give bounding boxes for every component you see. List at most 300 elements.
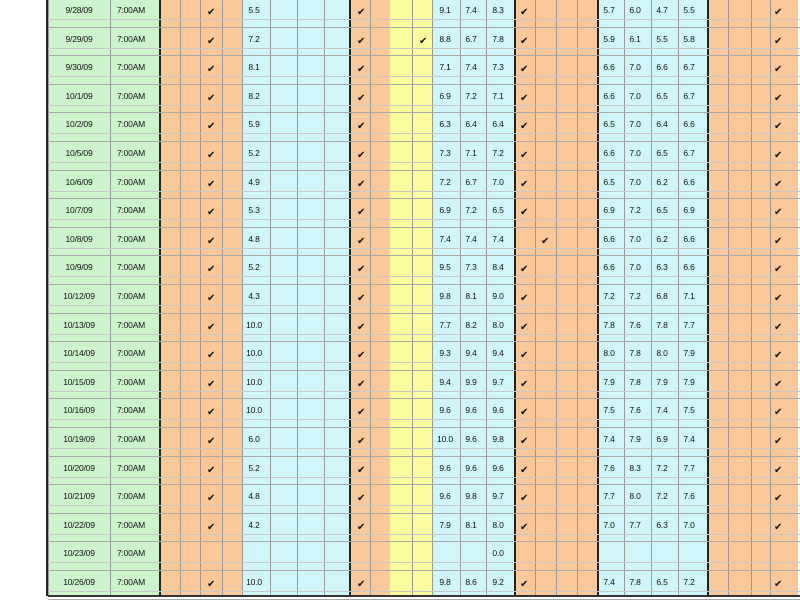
value-cell[interactable]: 7.2: [656, 491, 668, 502]
value-cell[interactable]: 6.6: [603, 262, 615, 273]
value-cell[interactable]: 6.3: [656, 519, 668, 530]
checkmark-icon[interactable]: ✔: [520, 493, 529, 505]
value-cell[interactable]: 7.1: [465, 148, 477, 158]
checkmark-icon[interactable]: ✔: [207, 350, 216, 362]
checkmark-icon[interactable]: ✔: [357, 7, 366, 18]
row-subline: [48, 591, 800, 592]
time-cell[interactable]: 7:00AM: [116, 5, 146, 15]
checkmark-icon[interactable]: ✔: [207, 178, 216, 190]
value-cell[interactable]: 8.3: [492, 5, 504, 15]
value-cell[interactable]: 5.7: [603, 5, 615, 15]
checkmark-icon[interactable]: ✔: [520, 293, 529, 304]
checkmark-icon[interactable]: ✔: [207, 436, 216, 447]
value-cell[interactable]: 8.3: [629, 462, 641, 473]
value-cell[interactable]: 6.3: [439, 119, 451, 130]
value-cell[interactable]: 7.2: [439, 176, 451, 187]
time-cell[interactable]: 7:00AM: [116, 291, 146, 301]
date-cell[interactable]: 10/7/09: [65, 205, 93, 216]
checkmark-icon[interactable]: ✔: [520, 521, 529, 533]
value-cell[interactable]: 5.3: [248, 205, 260, 216]
value-cell[interactable]: 5.2: [248, 148, 260, 158]
value-cell[interactable]: 7.2: [465, 90, 477, 101]
value-cell[interactable]: 6.9: [603, 205, 615, 216]
value-cell[interactable]: 6.7: [465, 176, 477, 187]
checkmark-icon[interactable]: ✔: [774, 64, 783, 76]
time-cell[interactable]: 7:00AM: [116, 376, 146, 387]
value-cell[interactable]: 7.8: [629, 348, 641, 359]
value-cell[interactable]: 8.1: [465, 291, 477, 301]
value-cell[interactable]: 6.3: [656, 262, 668, 273]
value-cell[interactable]: 6.0: [248, 434, 260, 444]
checkmark-icon[interactable]: ✔: [774, 264, 783, 276]
value-cell[interactable]: 10.0: [437, 434, 453, 444]
value-cell[interactable]: 7.4: [465, 62, 477, 73]
checkmark-icon[interactable]: ✔: [520, 579, 529, 590]
checkmark-icon[interactable]: ✔: [520, 150, 529, 161]
checkmark-icon[interactable]: ✔: [357, 321, 366, 333]
value-cell[interactable]: [648, 542, 676, 571]
time-cell[interactable]: 7:00AM: [116, 348, 146, 359]
checkmark-icon[interactable]: ✔: [520, 378, 529, 390]
checkmark-icon[interactable]: ✔: [357, 235, 366, 247]
value-cell[interactable]: 7.9: [683, 376, 695, 387]
time-cell[interactable]: 7:00AM: [116, 148, 146, 158]
date-cell[interactable]: 9/28/09: [65, 5, 93, 15]
value-cell[interactable]: 9.2: [492, 577, 504, 587]
value-cell[interactable]: 7.5: [603, 405, 615, 416]
value-cell[interactable]: 6.5: [492, 205, 504, 216]
checkmark-icon[interactable]: ✔: [520, 264, 529, 276]
value-cell[interactable]: 7.9: [629, 434, 641, 444]
value-cell[interactable]: 7.4: [492, 233, 504, 244]
time-cell[interactable]: 7:00AM: [116, 405, 146, 416]
value-cell[interactable]: 9.6: [465, 405, 477, 416]
date-cell[interactable]: 10/14/09: [63, 348, 95, 359]
checkmark-icon[interactable]: ✔: [207, 92, 216, 104]
value-cell[interactable]: 6.7: [683, 148, 695, 158]
value-cell[interactable]: 7.6: [629, 319, 641, 330]
date-cell[interactable]: 10/21/09: [63, 491, 95, 502]
checkmark-icon[interactable]: ✔: [774, 235, 783, 247]
date-cell[interactable]: 10/26/09: [63, 577, 95, 587]
value-cell[interactable]: 7.6: [629, 405, 641, 416]
value-cell[interactable]: 6.6: [603, 62, 615, 73]
value-cell[interactable]: 7.2: [465, 205, 477, 216]
value-cell[interactable]: 8.0: [603, 348, 615, 359]
value-cell[interactable]: 6.2: [656, 233, 668, 244]
table-row: [0, 228, 800, 257]
checkmark-icon[interactable]: ✔: [774, 579, 783, 590]
value-cell[interactable]: [242, 542, 266, 571]
value-cell[interactable]: 6.6: [603, 233, 615, 244]
value-cell[interactable]: 8.0: [492, 319, 504, 330]
value-cell[interactable]: 7.9: [439, 519, 451, 530]
checkmark-icon[interactable]: ✔: [520, 64, 529, 76]
value-cell[interactable]: 7.0: [629, 176, 641, 187]
value-cell[interactable]: 9.6: [465, 434, 477, 444]
value-cell[interactable]: 7.4: [465, 233, 477, 244]
value-cell[interactable]: 0.0: [492, 548, 504, 559]
checkmark-icon[interactable]: ✔: [774, 436, 783, 447]
time-cell[interactable]: 7:00AM: [116, 319, 146, 330]
value-cell[interactable]: 5.5: [656, 33, 668, 44]
value-cell[interactable]: 9.8: [465, 491, 477, 502]
value-cell[interactable]: 9.6: [439, 462, 451, 473]
value-cell[interactable]: 4.3: [248, 291, 260, 301]
value-cell[interactable]: [622, 542, 648, 571]
value-cell[interactable]: 6.5: [656, 90, 668, 101]
value-cell[interactable]: 7.3: [439, 148, 451, 158]
value-cell[interactable]: 7.7: [439, 319, 451, 330]
checkmark-icon[interactable]: ✔: [774, 293, 783, 304]
value-cell[interactable]: 7.0: [683, 519, 695, 530]
value-cell[interactable]: 4.8: [248, 491, 260, 502]
value-cell[interactable]: 8.0: [492, 519, 504, 530]
date-cell[interactable]: 10/5/09: [65, 148, 93, 158]
checkmark-icon[interactable]: ✔: [520, 436, 529, 447]
value-cell[interactable]: 6.6: [683, 262, 695, 273]
checkmark-icon[interactable]: ✔: [357, 293, 366, 304]
value-cell[interactable]: [432, 542, 458, 571]
value-cell[interactable]: 9.6: [439, 405, 451, 416]
checkmark-icon[interactable]: ✔: [520, 321, 529, 333]
value-cell[interactable]: 8.6: [465, 577, 477, 587]
date-cell[interactable]: 10/19/09: [63, 434, 95, 444]
checkmark-icon[interactable]: ✔: [207, 493, 216, 505]
value-cell[interactable]: 9.6: [439, 491, 451, 502]
time-cell[interactable]: 7:00AM: [116, 90, 146, 101]
value-cell[interactable]: 8.2: [465, 319, 477, 330]
checkmark-icon[interactable]: ✔: [207, 293, 216, 304]
value-cell[interactable]: 6.5: [603, 176, 615, 187]
checkmark-icon[interactable]: ✔: [357, 378, 366, 390]
value-cell[interactable]: 9.1: [439, 5, 451, 15]
row-subline: [48, 162, 800, 163]
value-cell[interactable]: 6.9: [439, 90, 451, 101]
value-cell[interactable]: 6.4: [656, 119, 668, 130]
value-cell[interactable]: 7.3: [465, 262, 477, 273]
checkmark-icon[interactable]: ✔: [774, 350, 783, 362]
value-cell[interactable]: [458, 542, 484, 571]
value-cell[interactable]: 7.0: [629, 262, 641, 273]
value-cell[interactable]: 6.5: [656, 148, 668, 158]
value-cell[interactable]: 9.6: [492, 405, 504, 416]
checkmark-icon[interactable]: ✔: [774, 378, 783, 390]
value-cell[interactable]: 7.2: [492, 148, 504, 158]
value-cell[interactable]: 4.8: [248, 233, 260, 244]
date-cell[interactable]: 10/6/09: [65, 176, 93, 187]
checkmark-icon[interactable]: ✔: [207, 264, 216, 276]
checkmark-icon[interactable]: ✔: [357, 264, 366, 276]
checkmark-icon[interactable]: ✔: [207, 321, 216, 333]
value-cell[interactable]: 9.8: [492, 434, 504, 444]
date-cell[interactable]: 10/15/09: [63, 376, 95, 387]
checkmark-icon[interactable]: ✔: [774, 7, 783, 18]
value-cell[interactable]: 7.0: [629, 90, 641, 101]
time-cell[interactable]: 7:00AM: [116, 491, 146, 502]
value-cell[interactable]: 8.0: [656, 348, 668, 359]
date-cell[interactable]: 10/20/09: [63, 462, 95, 473]
date-cell[interactable]: 10/1/09: [65, 90, 93, 101]
table-row: [0, 199, 800, 228]
value-cell[interactable]: 7.7: [683, 462, 695, 473]
value-cell[interactable]: 7.7: [603, 491, 615, 502]
checkmark-icon[interactable]: ✔: [520, 207, 529, 219]
value-cell[interactable]: 10.0: [246, 348, 262, 359]
value-cell[interactable]: 7.0: [492, 176, 504, 187]
value-cell[interactable]: 7.4: [603, 577, 615, 587]
checkmark-icon[interactable]: ✔: [774, 150, 783, 161]
checkmark-icon[interactable]: ✔: [357, 464, 366, 476]
value-cell[interactable]: 6.9: [683, 205, 695, 216]
value-cell[interactable]: 6.5: [656, 205, 668, 216]
date-cell[interactable]: 10/16/09: [63, 405, 95, 416]
value-cell[interactable]: 7.1: [439, 62, 451, 73]
value-cell[interactable]: 5.2: [248, 462, 260, 473]
checkmark-icon[interactable]: ✔: [207, 35, 216, 47]
checkmark-icon[interactable]: ✔: [357, 35, 366, 47]
value-cell[interactable]: 7.6: [603, 462, 615, 473]
checkmark-icon[interactable]: ✔: [357, 493, 366, 505]
time-cell[interactable]: 7:00AM: [116, 577, 146, 587]
checkmark-icon[interactable]: ✔: [774, 407, 783, 419]
value-cell[interactable]: 7.0: [603, 519, 615, 530]
value-cell[interactable]: 5.9: [248, 119, 260, 130]
value-cell[interactable]: 4.2: [248, 519, 260, 530]
checkmark-icon[interactable]: ✔: [357, 121, 366, 133]
value-cell[interactable]: 10.0: [246, 577, 262, 587]
checkmark-icon[interactable]: ✔: [774, 321, 783, 333]
value-cell[interactable]: 9.4: [465, 348, 477, 359]
value-cell[interactable]: 6.9: [439, 205, 451, 216]
value-cell[interactable]: 8.4: [492, 262, 504, 273]
time-cell[interactable]: 7:00AM: [116, 176, 146, 187]
value-cell[interactable]: 8.8: [439, 33, 451, 44]
value-cell[interactable]: 6.6: [683, 233, 695, 244]
checkmark-icon[interactable]: ✔: [357, 350, 366, 362]
checkmark-icon[interactable]: ✔: [207, 407, 216, 419]
value-cell[interactable]: 9.3: [439, 348, 451, 359]
time-cell[interactable]: 7:00AM: [116, 262, 146, 273]
date-cell[interactable]: 10/2/09: [65, 119, 93, 130]
time-cell[interactable]: 7:00AM: [116, 548, 146, 559]
value-cell[interactable]: 7.1: [492, 90, 504, 101]
value-cell[interactable]: 8.2: [248, 90, 260, 101]
value-cell[interactable]: 7.0: [629, 148, 641, 158]
checkmark-icon[interactable]: ✔: [207, 7, 216, 18]
time-cell[interactable]: 7:00AM: [116, 233, 146, 244]
value-cell[interactable]: 7.2: [629, 291, 641, 301]
value-cell[interactable]: 7.2: [683, 577, 695, 587]
checkmark-icon[interactable]: ✔: [207, 235, 216, 247]
value-cell[interactable]: 7.2: [603, 291, 615, 301]
value-cell[interactable]: 9.6: [465, 462, 477, 473]
time-cell[interactable]: 7:00AM: [116, 462, 146, 473]
value-cell[interactable]: 6.8: [656, 291, 668, 301]
value-cell[interactable]: 9.5: [439, 262, 451, 273]
date-cell[interactable]: 9/30/09: [65, 62, 93, 73]
checkmark-icon[interactable]: ✔: [207, 579, 216, 590]
checkmark-icon[interactable]: ✔: [357, 521, 366, 533]
value-cell[interactable]: [676, 542, 702, 571]
time-cell[interactable]: 7:00AM: [116, 119, 146, 130]
value-cell[interactable]: 10.0: [246, 319, 262, 330]
value-cell[interactable]: 7.8: [492, 33, 504, 44]
checkmark-icon[interactable]: ✔: [207, 64, 216, 76]
checkmark-icon[interactable]: ✔: [207, 121, 216, 133]
date-cell[interactable]: 10/12/09: [63, 291, 95, 301]
value-cell[interactable]: 7.0: [629, 62, 641, 73]
value-cell[interactable]: 7.8: [629, 577, 641, 587]
value-cell[interactable]: 5.8: [683, 33, 695, 44]
value-cell[interactable]: 8.1: [465, 519, 477, 530]
value-cell[interactable]: 7.4: [656, 405, 668, 416]
checkmark-icon[interactable]: ✔: [357, 579, 366, 590]
value-cell[interactable]: 5.5: [683, 5, 695, 15]
value-cell[interactable]: 7.9: [656, 376, 668, 387]
value-cell[interactable]: 6.0: [629, 5, 641, 15]
value-cell[interactable]: 6.7: [465, 33, 477, 44]
checkmark-icon[interactable]: ✔: [207, 378, 216, 390]
checkmark-icon[interactable]: ✔: [774, 121, 783, 133]
value-cell[interactable]: 4.9: [248, 176, 260, 187]
row-subline: [48, 448, 800, 449]
checkmark-icon[interactable]: ✔: [520, 7, 529, 18]
checkmark-icon[interactable]: ✔: [520, 350, 529, 362]
checkmark-icon[interactable]: ✔: [357, 436, 366, 447]
value-cell[interactable]: 9.7: [492, 491, 504, 502]
checkmark-icon[interactable]: ✔: [774, 207, 783, 219]
value-cell[interactable]: 9.9: [465, 376, 477, 387]
value-cell[interactable]: 9.7: [492, 376, 504, 387]
value-cell[interactable]: 7.8: [603, 319, 615, 330]
date-cell[interactable]: 10/8/09: [65, 233, 93, 244]
value-cell[interactable]: 7.6: [683, 491, 695, 502]
value-cell[interactable]: 9.0: [492, 291, 504, 301]
value-cell[interactable]: 9.6: [492, 462, 504, 473]
value-cell[interactable]: 6.6: [603, 90, 615, 101]
value-cell[interactable]: 6.9: [656, 434, 668, 444]
time-cell[interactable]: 7:00AM: [116, 62, 146, 73]
table-row: [0, 142, 800, 171]
value-cell[interactable]: 6.4: [465, 119, 477, 130]
time-cell[interactable]: 7:00AM: [116, 205, 146, 216]
value-cell[interactable]: 7.2: [248, 33, 260, 44]
checkmark-icon[interactable]: ✔: [520, 464, 529, 476]
checkmark-icon[interactable]: ✔: [207, 207, 216, 219]
value-cell[interactable]: 8.0: [629, 491, 641, 502]
row-subline: [48, 219, 800, 220]
checkmark-icon[interactable]: ✔: [207, 521, 216, 533]
value-cell[interactable]: 7.0: [629, 119, 641, 130]
date-cell[interactable]: 9/29/09: [65, 33, 93, 44]
checkmark-icon[interactable]: ✔: [419, 35, 428, 47]
value-cell[interactable]: 7.8: [629, 376, 641, 387]
checkmark-icon[interactable]: ✔: [357, 92, 366, 104]
checkmark-icon[interactable]: ✔: [774, 35, 783, 47]
value-cell[interactable]: 4.7: [656, 5, 668, 15]
value-cell[interactable]: 7.4: [603, 434, 615, 444]
checkmark-icon[interactable]: ✔: [357, 64, 366, 76]
checkmark-icon[interactable]: ✔: [774, 92, 783, 104]
value-cell[interactable]: 5.9: [603, 33, 615, 44]
date-cell[interactable]: 10/22/09: [63, 519, 95, 530]
value-cell[interactable]: 5.5: [248, 5, 260, 15]
checkmark-icon[interactable]: ✔: [207, 464, 216, 476]
time-cell[interactable]: 7:00AM: [116, 33, 146, 44]
checkmark-icon[interactable]: ✔: [520, 121, 529, 133]
value-cell[interactable]: 6.6: [656, 62, 668, 73]
date-cell[interactable]: 10/13/09: [63, 319, 95, 330]
table-row: [0, 256, 800, 285]
checkmark-icon[interactable]: ✔: [541, 235, 550, 247]
checkmark-icon[interactable]: ✔: [357, 407, 366, 419]
checkmark-icon[interactable]: ✔: [774, 464, 783, 476]
value-cell[interactable]: 8.1: [248, 62, 260, 73]
checkmark-icon[interactable]: ✔: [520, 178, 529, 190]
value-cell[interactable]: 10.0: [246, 405, 262, 416]
checkmark-icon[interactable]: ✔: [357, 150, 366, 161]
time-cell[interactable]: 7:00AM: [116, 519, 146, 530]
value-cell[interactable]: 6.4: [492, 119, 504, 130]
value-cell[interactable]: 7.9: [603, 376, 615, 387]
date-cell[interactable]: 10/9/09: [65, 262, 93, 273]
checkmark-icon[interactable]: ✔: [520, 92, 529, 104]
value-cell[interactable]: 7.4: [683, 434, 695, 444]
value-cell[interactable]: 6.6: [683, 119, 695, 130]
value-cell[interactable]: 7.1: [683, 291, 695, 301]
value-cell[interactable]: 7.9: [683, 348, 695, 359]
value-cell[interactable]: 7.7: [629, 519, 641, 530]
checkmark-icon[interactable]: ✔: [774, 178, 783, 190]
value-cell[interactable]: 6.1: [629, 33, 641, 44]
checkmark-icon[interactable]: ✔: [520, 35, 529, 47]
date-cell[interactable]: 10/23/09: [63, 548, 95, 559]
value-cell[interactable]: 7.3: [492, 62, 504, 73]
value-cell[interactable]: 9.4: [439, 376, 451, 387]
checkmark-icon[interactable]: ✔: [207, 150, 216, 161]
value-cell[interactable]: 5.2: [248, 262, 260, 273]
value-cell[interactable]: 6.6: [683, 176, 695, 187]
time-cell[interactable]: 7:00AM: [116, 434, 146, 444]
checkmark-icon[interactable]: ✔: [774, 493, 783, 505]
checkmark-icon[interactable]: ✔: [774, 521, 783, 533]
value-cell[interactable]: 10.0: [246, 376, 262, 387]
value-cell[interactable]: 6.6: [603, 148, 615, 158]
value-cell[interactable]: 7.0: [629, 233, 641, 244]
value-cell[interactable]: 6.5: [656, 577, 668, 587]
value-cell[interactable]: 9.8: [439, 291, 451, 301]
checkmark-icon[interactable]: ✔: [357, 178, 366, 190]
checkmark-icon[interactable]: ✔: [520, 407, 529, 419]
value-cell[interactable]: 9.4: [492, 348, 504, 359]
value-cell[interactable]: 6.2: [656, 176, 668, 187]
value-cell[interactable]: [598, 542, 620, 571]
value-cell[interactable]: 6.7: [683, 62, 695, 73]
checkmark-icon[interactable]: ✔: [357, 207, 366, 219]
value-cell[interactable]: 7.2: [629, 205, 641, 216]
row-subline: [48, 477, 800, 478]
value-cell[interactable]: 7.5: [683, 405, 695, 416]
value-cell[interactable]: 6.7: [683, 90, 695, 101]
value-cell[interactable]: 7.2: [656, 462, 668, 473]
value-cell[interactable]: 7.4: [439, 233, 451, 244]
value-cell[interactable]: 9.8: [439, 577, 451, 587]
value-cell[interactable]: 7.7: [683, 319, 695, 330]
value-cell[interactable]: 7.4: [465, 5, 477, 15]
value-cell[interactable]: 6.5: [603, 119, 615, 130]
value-cell[interactable]: 7.8: [656, 319, 668, 330]
